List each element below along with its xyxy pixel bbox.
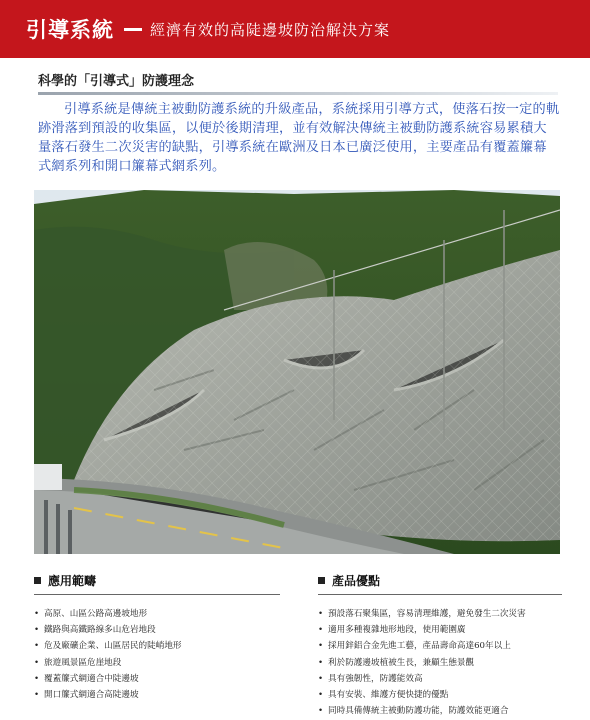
banner-dash bbox=[124, 28, 142, 31]
applications-heading-label: 應用範疇 bbox=[48, 574, 97, 588]
list-item: • 具有強韌性，防護能效高 bbox=[318, 673, 423, 684]
applications-divider bbox=[34, 594, 280, 595]
intro-paragraph: 引導系統是傳統主被動防護系統的升級產品，系統採用引導方式，使落石按一定的軌跡滑落到預設的收集區，以便於後期清理，並有效解決傳統主被動防護系統容易累積大量落石發生二次災害的缺點，引導系統在歐洲及日本已廣泛使用，主要產品有覆蓋簾幕式網系列和開口簾幕式網系列。 bbox=[38, 102, 560, 174]
banner-subtitle: 經濟有效的高陡邊坡防治解決方案 bbox=[150, 20, 391, 39]
list-item: • 適用多種複雜地形地段，使用範圍廣 bbox=[318, 625, 466, 636]
advantages-heading bbox=[318, 572, 380, 589]
list-item: • 利於防護邊坡植被生長，兼顧生態景觀 bbox=[318, 657, 475, 668]
list-item: • 旅遊風景區危崖地段 bbox=[34, 657, 122, 668]
advantages-divider bbox=[318, 594, 562, 595]
list-item: • 高原、山區公路高邊坡地形 bbox=[34, 609, 148, 619]
advantages-list bbox=[318, 606, 526, 719]
list-item: • 覆蓋簾式網適合中陡邊坡 bbox=[34, 673, 139, 684]
list-item: • 預設落石聚集區，容易清理維護，避免發生二次災害 bbox=[318, 609, 526, 619]
list-item: • 危及廠礦企業、山區居民的陡峭地形 bbox=[34, 641, 182, 652]
section-heading: 科學的「引導式」防護理念 bbox=[38, 74, 195, 89]
list-item: • 具有安裝、維護方便快捷的優點 bbox=[318, 690, 449, 701]
slope-protection-net-photo bbox=[34, 190, 560, 554]
applications-heading bbox=[34, 572, 96, 589]
heading-divider bbox=[38, 92, 558, 95]
list-item: • 鐵路與高鐵路線多山危岩地段 bbox=[34, 625, 156, 636]
banner-title: 引導系統 bbox=[26, 18, 114, 42]
list-item: • 採用鋅鋁合金先進工藝，產品壽命高達60年以上 bbox=[318, 641, 511, 652]
title-banner bbox=[0, 0, 590, 58]
list-item: • 同時具備傳統主被動防護功能，防護效能更適合 bbox=[318, 706, 509, 717]
heading-square-icon bbox=[318, 577, 325, 584]
applications-list bbox=[34, 606, 182, 703]
list-item: • 開口簾式網適合高陡邊坡 bbox=[34, 690, 139, 701]
advantages-heading-label: 產品優點 bbox=[332, 574, 381, 588]
heading-square-icon bbox=[34, 577, 41, 584]
